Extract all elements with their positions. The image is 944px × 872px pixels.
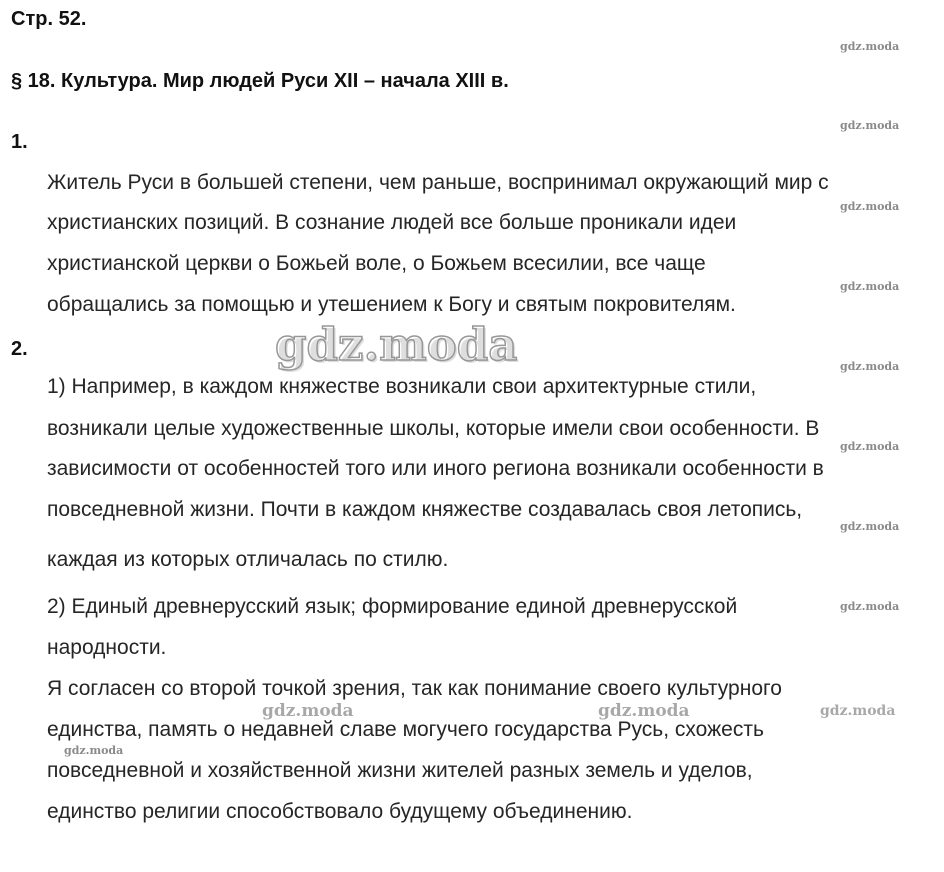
watermark-text: gdz.moda bbox=[820, 703, 896, 719]
watermark-text: gdz.moda bbox=[64, 744, 124, 757]
watermark-text: gdz.moda bbox=[840, 600, 900, 613]
watermark-text: gdz.moda bbox=[840, 200, 900, 213]
page-number: Стр. 52. bbox=[11, 8, 87, 30]
answer-2-line-4: повседневной жизни. Почти в каждом княжестве создавалась своя летопись, bbox=[47, 498, 803, 521]
answer-2-line-6: 2) Единый древнерусский язык; формирование единой древнерусской bbox=[47, 595, 738, 618]
watermark-text: gdz.moda bbox=[840, 280, 900, 293]
answer-2-line-7: народности. bbox=[47, 636, 167, 659]
answer-1-line-2: христианских позиций. В сознание людей все больше проникали идеи bbox=[47, 211, 737, 234]
watermark-text: gdz.moda bbox=[262, 701, 354, 721]
answer-1-line-1: Житель Руси в большей степени, чем раньше, воспринимал окружающий мир с bbox=[47, 171, 829, 194]
answer-1-line-3: христианской церкви о Божьей воле, о Божьем всесилии, все чаще bbox=[47, 252, 706, 275]
answer-2-line-3: зависимости от особенностей того или иного региона возникали особенности в bbox=[47, 457, 824, 480]
watermark-text: gdz.moda bbox=[598, 701, 690, 721]
answer-2-line-9: единства, память о недавней славе могучего государства Русь, схожесть bbox=[47, 718, 764, 741]
watermark-text: gdz.moda bbox=[840, 119, 900, 132]
answer-2-line-10: повседневной и хозяйственной жизни жителей разных земель и уделов, bbox=[47, 759, 753, 782]
question-2-number: 2. bbox=[11, 338, 28, 360]
answer-1-line-4: обращались за помощью и утешением к Богу и святым покровителям. bbox=[47, 293, 736, 316]
watermark-logo: gdz.moda bbox=[275, 318, 518, 371]
answer-2-line-5: каждая из которых отличалась по стилю. bbox=[47, 548, 449, 571]
answer-2-line-2: возникали целые художественные школы, которые имели свои особенности. В bbox=[47, 417, 820, 440]
watermark-text: gdz.moda bbox=[840, 520, 900, 533]
watermark-text: gdz.moda bbox=[840, 360, 900, 373]
answer-2-line-1: 1) Например, в каждом княжестве возникали свои архитектурные стили, bbox=[47, 375, 757, 398]
answer-2-line-8: Я согласен со второй точкой зрения, так как понимание своего культурного bbox=[47, 677, 782, 700]
section-title: § 18. Культура. Мир людей Руси XII – начала XIII в. bbox=[11, 70, 509, 92]
question-1-number: 1. bbox=[11, 131, 28, 153]
watermark-text: gdz.moda bbox=[840, 40, 900, 53]
answer-2-line-11: единство религии способствовало будущему объединению. bbox=[47, 800, 633, 823]
watermark-text: gdz.moda bbox=[840, 440, 900, 453]
